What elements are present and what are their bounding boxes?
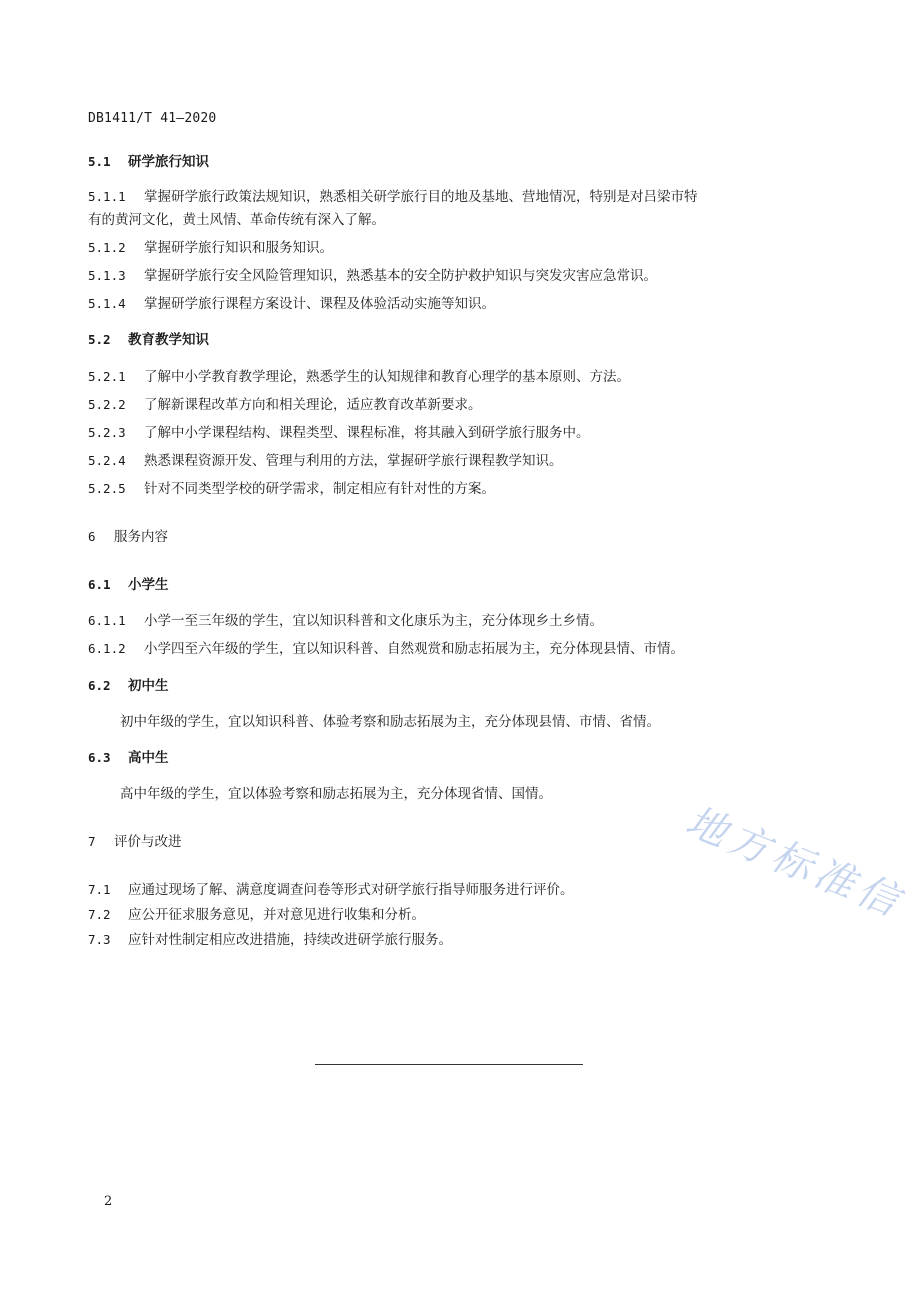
- clause-5-2-4: [88, 449, 563, 473]
- clause-number: 5.2.3: [88, 425, 126, 440]
- section-6-3: [88, 746, 169, 770]
- clause-5-1-1-continued: 有的黄河文化，黄土风情、革命传统有深入了解。: [88, 212, 385, 228]
- section-title: 教育教学知识: [128, 332, 209, 348]
- clause-text: 了解中小学课程结构、课程类型、课程标准，将其融入到研学旅行服务中。: [144, 425, 590, 441]
- chapter-6: [88, 525, 168, 549]
- section-6-2-text: 初中年级的学生，宜以知识科普、体验考察和励志拓展为主，充分体现县情、市情、省情。: [120, 714, 660, 730]
- section-title: 小学生: [128, 577, 169, 593]
- section-title: 初中生: [128, 678, 169, 694]
- chapter-7: [88, 830, 182, 854]
- section-title: 研学旅行知识: [128, 154, 209, 170]
- section-title: 高中生: [128, 750, 169, 766]
- clause-5-1-1: [88, 185, 698, 209]
- clause-5-2-2: [88, 393, 482, 417]
- clause-5-1-2: [88, 236, 333, 260]
- clause-number: 5.2.4: [88, 453, 126, 468]
- clause-number: 6.1.1: [88, 613, 126, 628]
- clause-number: 7.3: [88, 932, 111, 947]
- clause-text: 熟悉课程资源开发、管理与利用的方法，掌握研学旅行课程教学知识。: [144, 453, 563, 469]
- clause-text: 了解中小学教育教学理论，熟悉学生的认知规律和教育心理学的基本原则、方法。: [144, 369, 630, 385]
- clause-text: 应通过现场了解、满意度调查问卷等形式对研学旅行指导师服务进行评价。: [128, 882, 574, 898]
- section-6-2: [88, 674, 169, 698]
- clause-text: 掌握研学旅行知识和服务知识。: [144, 240, 333, 256]
- clause-text: 小学一至三年级的学生，宜以知识科普和文化康乐为主，充分体现乡土乡情。: [144, 613, 603, 629]
- section-5-2: [88, 328, 209, 352]
- section-number: 6.1: [88, 577, 111, 592]
- chapter-number: 7: [88, 834, 96, 849]
- clause-text: 应针对性制定相应改进措施，持续改进研学旅行服务。: [128, 932, 452, 948]
- clause-number: 5.2.1: [88, 369, 126, 384]
- clause-text: 针对不同类型学校的研学需求，制定相应有针对性的方案。: [144, 481, 495, 497]
- clause-text: 掌握研学旅行政策法规知识，熟悉相关研学旅行目的地及基地、营地情况，特别是对吕梁市特: [144, 189, 698, 205]
- clause-number: 5.2.2: [88, 397, 126, 412]
- section-6-3-text: 高中年级的学生，宜以体验考察和励志拓展为主，充分体现省情、国情。: [120, 786, 552, 802]
- section-number: 5.2: [88, 332, 111, 347]
- clause-5-2-5: [88, 477, 495, 501]
- clause-text: 小学四至六年级的学生，宜以知识科普、自然观赏和励志拓展为主，充分体现县情、市情。: [144, 641, 684, 657]
- clause-number: 7.1: [88, 882, 111, 897]
- clause-number: 5.1.4: [88, 296, 126, 311]
- watermark: 地方标准信: [679, 798, 910, 928]
- standard-code: DB1411/T 41—2020: [88, 111, 217, 126]
- chapter-title: 评价与改进: [114, 834, 182, 850]
- chapter-title: 服务内容: [114, 529, 168, 545]
- clause-text: 掌握研学旅行安全风险管理知识，熟悉基本的安全防护救护知识与突发灾害应急常识。: [144, 268, 657, 284]
- clause-number: 7.2: [88, 907, 111, 922]
- clause-text: 了解新课程改革方向和相关理论，适应教育改革新要求。: [144, 397, 482, 413]
- clause-5-2-1: [88, 365, 630, 389]
- clause-text: 应公开征求服务意见，并对意见进行收集和分析。: [128, 907, 425, 923]
- clause-7-1: [88, 878, 574, 902]
- clause-number: 5.2.5: [88, 481, 126, 496]
- clause-text: 掌握研学旅行课程方案设计、课程及体验活动实施等知识。: [144, 296, 495, 312]
- section-6-1: [88, 573, 169, 597]
- clause-5-1-4: [88, 292, 495, 316]
- section-5-1: [88, 150, 209, 174]
- clause-5-2-3: [88, 421, 590, 445]
- page-number: 2: [104, 1194, 113, 1209]
- chapter-number: 6: [88, 529, 96, 544]
- clause-number: 5.1.1: [88, 189, 126, 204]
- section-number: 5.1: [88, 154, 111, 169]
- end-rule: [315, 1064, 583, 1065]
- clause-number: 6.1.2: [88, 641, 126, 656]
- clause-6-1-2: [88, 637, 684, 661]
- clause-7-3: [88, 928, 452, 952]
- clause-number: 5.1.3: [88, 268, 126, 283]
- clause-7-2: [88, 903, 425, 927]
- clause-number: 5.1.2: [88, 240, 126, 255]
- section-number: 6.3: [88, 750, 111, 765]
- section-number: 6.2: [88, 678, 111, 693]
- clause-5-1-3: [88, 264, 657, 288]
- clause-6-1-1: [88, 609, 603, 633]
